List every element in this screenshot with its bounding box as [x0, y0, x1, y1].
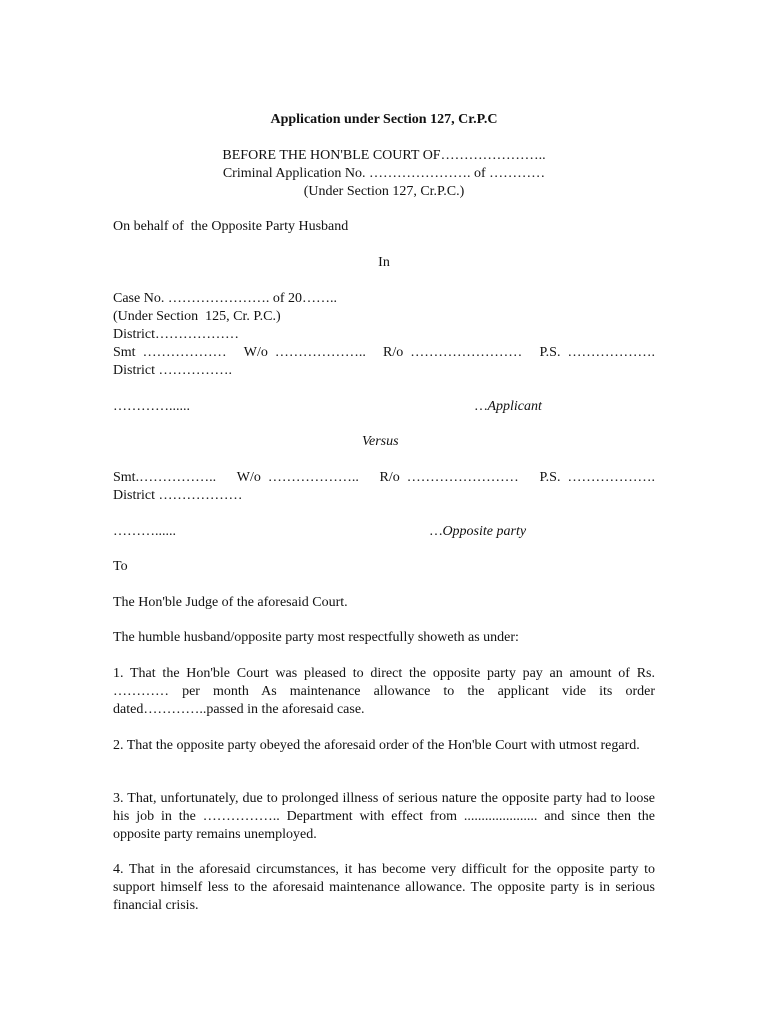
document-title: Application under Section 127, Cr.P.C: [270, 112, 498, 127]
opposite-details-row: [113, 469, 655, 487]
in-label: In: [378, 255, 390, 270]
behalf-line: On behalf of the Opposite Party Husband: [113, 219, 349, 234]
paragraph-1: 1. That the Hon'ble Court was pleased to direct the opposite party pay an amount of Rs. ………… per month As maintenance allowance to the applicant vide its order dated…………..passed in the aforesaid case.: [113, 666, 655, 717]
applicant-label: …Applicant: [475, 399, 542, 414]
opposite-ro: R/o ……………………: [379, 470, 519, 485]
applicant-smt: Smt ………………: [113, 345, 227, 360]
case-district: District………………: [113, 327, 239, 342]
applicant-name-blank: …………......: [113, 399, 190, 414]
opposite-wo: W/o ………………..: [236, 470, 359, 485]
applicant-details-row: [113, 344, 655, 362]
case-section: (Under Section 125, Cr. P.C.): [113, 309, 281, 324]
opposite-district: District ………………: [113, 488, 243, 503]
addressee: The Hon'ble Judge of the aforesaid Court.: [113, 595, 348, 610]
opposite-party-label: …Opposite party: [430, 524, 527, 539]
case-number: Case No. …………………. of 20……..: [113, 291, 337, 306]
applicant-ro: R/o ……………………: [383, 345, 523, 360]
to-label: To: [113, 559, 128, 574]
versus-label: Versus: [362, 434, 399, 449]
paragraph-2: 2. That the opposite party obeyed the aforesaid order of the Hon'ble Court with utmost regard.: [113, 738, 640, 753]
opposite-name-blank: ………......: [113, 524, 176, 539]
opposite-smt: Smt.……………..: [113, 470, 217, 485]
intro-line: The humble husband/opposite party most respectfully showeth as under:: [113, 630, 519, 645]
paragraph-3: 3. That, unfortunately, due to prolonged illness of serious nature the opposite party had to loose his job in the …………….. Department with effect from ..................... and since then the opposite party remains unemployed.: [113, 791, 655, 842]
opposite-ps: P.S. ……………….: [539, 470, 655, 485]
application-section: (Under Section 127, Cr.P.C.): [303, 184, 465, 199]
court-heading: BEFORE THE HON'BLE COURT OF…………………..: [222, 148, 546, 163]
application-number: Criminal Application No. …………………. of …………: [222, 166, 546, 181]
applicant-ps: P.S. ……………….: [539, 345, 655, 360]
paragraph-4: 4. That in the aforesaid circumstances, it has become very difficult for the opposite party to support himself less to the aforesaid maintenance allowance. The opposite party is in serious financial crisis.: [113, 862, 655, 913]
applicant-district: District …………….: [113, 363, 232, 378]
applicant-wo: W/o ………………..: [243, 345, 366, 360]
